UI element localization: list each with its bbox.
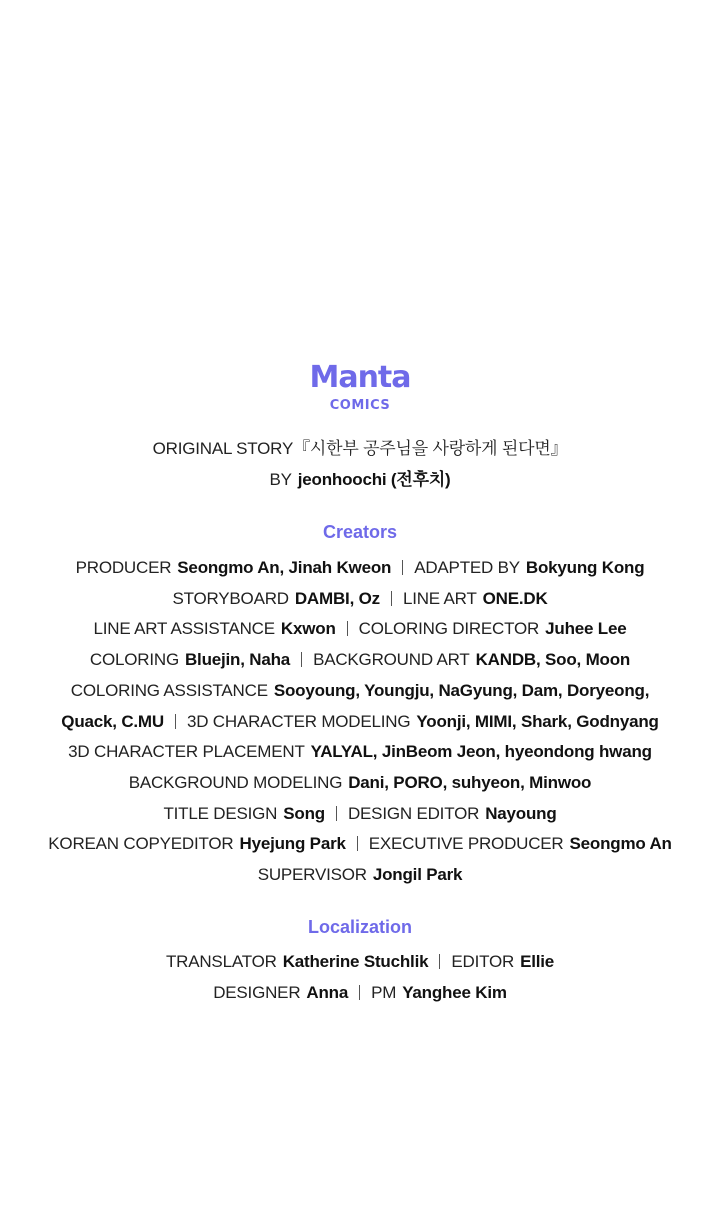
credit-line bbox=[0, 645, 720, 676]
credit-role: DESIGNER bbox=[213, 982, 301, 1002]
credit-name: Bluejin, Naha bbox=[184, 650, 291, 670]
credit-role: COLORING ASSISTANCE bbox=[70, 680, 268, 700]
credit-line bbox=[0, 676, 720, 707]
credit-line bbox=[0, 947, 720, 978]
credit-role: COLORING bbox=[89, 650, 179, 670]
credit-separator bbox=[347, 621, 348, 636]
credit-role: TITLE DESIGN bbox=[163, 803, 278, 823]
original-story-text: ORIGINAL STORY『시한부 공주님을 사랑하게 된다면』 bbox=[152, 439, 568, 458]
credit-name: KANDB, Soo, Moon bbox=[475, 650, 631, 670]
credit-name: ONE.DK bbox=[482, 588, 548, 608]
credit-line bbox=[0, 799, 720, 830]
credit-name: DAMBI, Oz bbox=[294, 588, 380, 608]
credit-separator bbox=[175, 714, 176, 729]
credit-role: KOREAN COPYEDITOR bbox=[48, 834, 234, 854]
credit-name: Sooyoung, Youngju, NaGyung, Dam, Doryeong, bbox=[273, 680, 650, 700]
credit-role: DESIGN EDITOR bbox=[347, 803, 480, 823]
credit-separator bbox=[301, 652, 302, 667]
credit-line bbox=[0, 707, 720, 738]
credit-line bbox=[0, 737, 720, 768]
credit-name: YALYAL, JinBeom Jeon, hyeondong hwang bbox=[310, 742, 652, 762]
credit-role: 3D CHARACTER MODELING bbox=[186, 711, 411, 731]
credit-line bbox=[0, 860, 720, 891]
credit-name: Yoonji, MIMI, Shark, Godnyang bbox=[416, 711, 659, 731]
credit-role: PRODUCER bbox=[75, 558, 172, 577]
credit-name: Nayoung bbox=[485, 803, 557, 823]
credit-separator bbox=[357, 836, 358, 851]
credit-name: Yanghee Kim bbox=[402, 982, 507, 1002]
author-line bbox=[0, 465, 720, 496]
credit-role: COLORING DIRECTOR bbox=[358, 619, 540, 639]
credit-role: PM bbox=[371, 982, 397, 1002]
localization-list bbox=[0, 947, 720, 1008]
by-label: BY bbox=[269, 469, 292, 489]
credit-separator bbox=[359, 985, 360, 1000]
credit-name: Juhee Lee bbox=[545, 619, 627, 639]
credit-role: TRANSLATOR bbox=[165, 952, 277, 971]
logo-subtitle: COMICS bbox=[329, 398, 391, 413]
credit-name: Jongil Park bbox=[372, 865, 463, 885]
credit-line bbox=[0, 768, 720, 799]
localization-heading: Localization bbox=[307, 917, 412, 937]
credit-line bbox=[0, 614, 720, 645]
credit-separator bbox=[439, 954, 440, 969]
credit-line bbox=[0, 553, 720, 584]
credit-separator bbox=[391, 591, 392, 606]
credit-name: Seongmo An bbox=[569, 834, 672, 854]
credit-role: 3D CHARACTER PLACEMENT bbox=[68, 742, 305, 762]
author-name: jeonhoochi (전후치) bbox=[297, 469, 451, 489]
credit-line bbox=[0, 829, 720, 860]
credit-name: Ellie bbox=[520, 952, 555, 971]
credit-name: Kxwon bbox=[280, 619, 336, 639]
credit-name: Dani, PORO, suhyeon, Minwoo bbox=[348, 772, 592, 792]
credit-role: BACKGROUND ART bbox=[313, 650, 470, 670]
credit-line bbox=[0, 584, 720, 615]
original-story-credit bbox=[0, 434, 720, 495]
credit-name: Bokyung Kong bbox=[525, 558, 645, 577]
creators-heading: Creators bbox=[322, 522, 398, 542]
manta-comics-logo bbox=[0, 360, 720, 414]
credit-name: Anna bbox=[306, 982, 349, 1002]
credit-name: Seongmo An, Jinah Kweon bbox=[177, 558, 392, 577]
credit-role: EDITOR bbox=[451, 952, 515, 971]
credit-role: ADAPTED BY bbox=[414, 558, 520, 577]
credit-role: LINE ART ASSISTANCE bbox=[93, 619, 275, 639]
credit-role: STORYBOARD bbox=[172, 588, 289, 608]
original-story-line bbox=[0, 434, 720, 465]
credit-role: EXECUTIVE PRODUCER bbox=[368, 834, 564, 854]
credit-name: Hyejung Park bbox=[239, 834, 346, 854]
credit-name: Katherine Stuchlik bbox=[282, 952, 429, 971]
credit-separator bbox=[402, 560, 403, 575]
credit-role: LINE ART bbox=[402, 588, 477, 608]
credit-name: Song bbox=[283, 803, 325, 823]
credit-role: SUPERVISOR bbox=[257, 865, 367, 885]
credit-separator bbox=[336, 806, 337, 821]
credit-line bbox=[0, 978, 720, 1009]
credit-name: Quack, C.MU bbox=[61, 711, 164, 731]
credit-role: BACKGROUND MODELING bbox=[128, 772, 343, 792]
creators-list bbox=[0, 553, 720, 891]
logo-wordmark: Manta bbox=[309, 360, 411, 395]
